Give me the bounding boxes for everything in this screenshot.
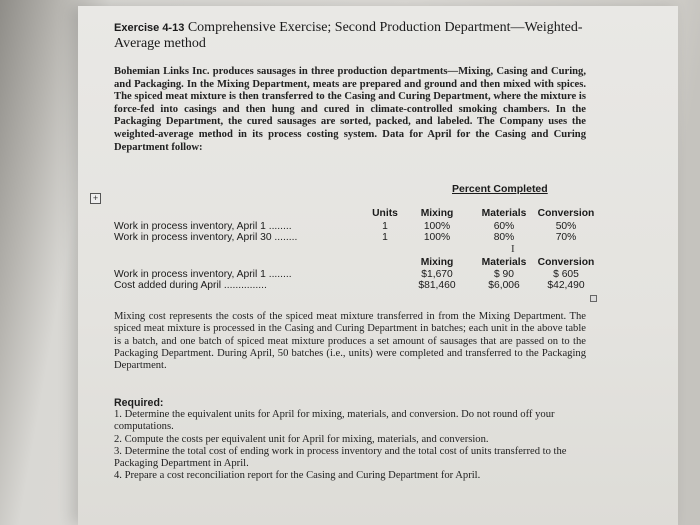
table2-row-label: Work in process inventory, April 1 ........ <box>114 269 292 280</box>
resize-handle-icon[interactable] <box>590 295 597 302</box>
materials-header: Materials <box>481 208 527 219</box>
table1-row-conversion: 70% <box>555 232 577 243</box>
expand-icon[interactable]: + <box>90 193 101 204</box>
table1-row-units: 1 <box>382 232 388 243</box>
units-header: Units <box>372 208 398 219</box>
table1-row-mixing: 100% <box>423 232 451 243</box>
table2-row-conversion: $42,490 <box>547 280 585 291</box>
required-list <box>114 409 586 483</box>
table1-row-label: Work in process inventory, April 30 ........ <box>114 232 298 243</box>
text-cursor-icon: I <box>511 243 515 255</box>
cost-conversion-header: Conversion <box>537 257 595 268</box>
table2-row-mixing: $1,670 <box>421 269 453 280</box>
table1-row-units: 1 <box>382 221 388 232</box>
exercise-title-line1: Comprehensive Exercise; Second Production Department—Weighted- <box>187 20 583 35</box>
cost-mixing-header: Mixing <box>420 257 454 268</box>
table1-row-materials: 60% <box>493 221 515 232</box>
table1-row-mixing: 100% <box>423 221 451 232</box>
table2-row-materials: $ 90 <box>493 269 515 280</box>
table2-row-label: Cost added during April ............... <box>114 280 267 291</box>
conversion-header: Conversion <box>537 208 595 219</box>
table2-row-mixing: $81,460 <box>418 280 456 291</box>
table2-row-materials: $6,006 <box>488 280 520 291</box>
percent-completed-header: Percent Completed <box>452 183 548 195</box>
required-heading: Required: <box>114 397 164 409</box>
intro-paragraph: Bohemian Links Inc. produces sausages in three production departments—Mixing, Casing and Curing, and Packaging. In the Mixing Department, meats are prepared and ground and then mixed with spices. The spiced meat mixture is then transferred to the Casing and Curing Department, where the mixture is force-fed into casings and then hung and cured in climate-controlled smoking chambers. In the Packaging Department, the cured sausages are sorted, packed, and labeled. The Company uses the weighted-average method in its process costing system. Data for April for the Casing and Curing Department follow: <box>114 66 586 153</box>
table1-row-conversion: 50% <box>555 221 577 232</box>
mixing-header: Mixing <box>420 208 454 219</box>
table2-row-conversion: $ 605 <box>553 269 579 280</box>
cost-materials-header: Materials <box>481 257 527 268</box>
required-item: 3. Determine the total cost of ending work in process inventory and the total cost of units transferred to the Packaging Department in April. <box>114 445 567 470</box>
exercise-title-line2: Average method <box>114 36 206 51</box>
required-item: 1. Determine the equivalent units for April for mixing, materials, and conversion. Do not round off your computations. <box>114 409 555 433</box>
table1-row-materials: 80% <box>493 232 515 243</box>
exercise-title <box>114 20 584 52</box>
exercise-number: Exercise 4-13 <box>114 22 185 34</box>
required-item: 2. Compute the costs per equivalent unit for April for mixing, materials, and conversion. <box>114 433 489 445</box>
table1-row-label: Work in process inventory, April 1 ........ <box>114 221 292 232</box>
required-item: 4. Prepare a cost reconciliation report for the Casing and Curing Department for April. <box>114 470 481 482</box>
mixing-cost-paragraph: Mixing cost represents the costs of the spiced meat mixture transferred in from the Mixing Department. The spiced meat mixture is processed in the Casing and Curing Department in batches; each unit in the above table is a batch, and one batch of spiced meat mixture produces a set amount of sausages that are passed on to the Packaging Department. During April, 50 batches (i.e., units) were completed and transferred to the Packaging Department. <box>114 311 586 372</box>
